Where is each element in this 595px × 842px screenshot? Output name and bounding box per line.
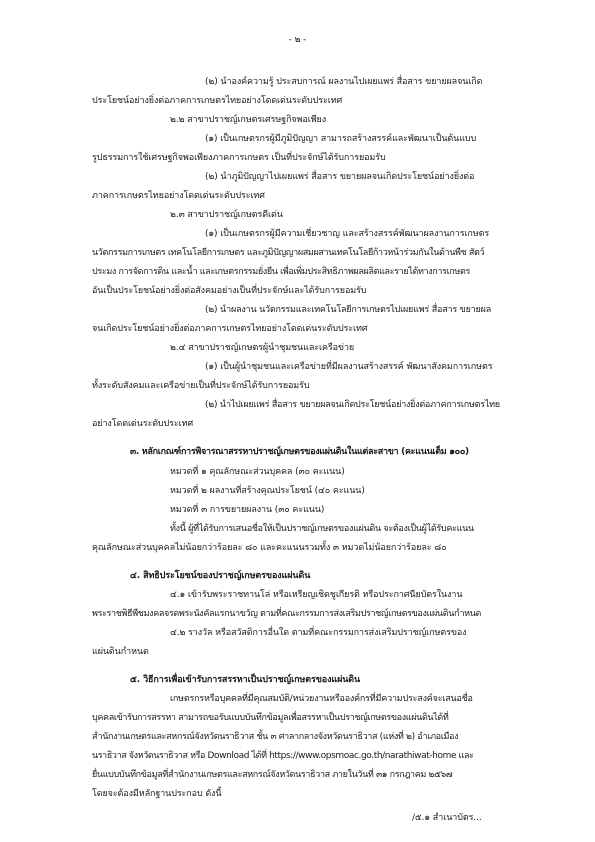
text-line: พระราชพิธีพืชมงคลจรดพระนังคัลแรกนาขวัญ ตามที่คณะกรรมการส่งเสริมปราชญ์เกษตรของแผ่นดินกำหนด — [92, 609, 482, 619]
text-line: คุณลักษณะส่วนบุคคลไม่น้อยกว่าร้อยละ ๘๐ และคะแนนรวมทั้ง ๓ หมวดไม่น้อยกว่าร้อยละ ๘๐ — [92, 543, 447, 553]
subsection-heading: ๒.๔ สาขาปราชญ์เกษตรผู้นำชุมชนและเครือข่าย — [170, 343, 355, 353]
subsection-heading: ๒.๒ สาขาปราชญ์เกษตรเศรษฐกิจพอเพียง — [170, 115, 327, 125]
text-line: โดยจะต้องมีหลักฐานประกอบ ดังนี้ — [92, 789, 222, 799]
text-line: ยื่นแบบบันทึกข้อมูลที่สำนักงานเกษตรและสหกรณ์จังหวัดนราธิวาส ภายในวันที่ ๓๑ กรกฎาคม ๒๕๖๗ — [92, 770, 453, 780]
criteria-line: หมวดที่ ๓ การขยายผลงาน (๓๐ คะแนน) — [170, 505, 325, 515]
text-line: อย่างโดดเด่นระดับประเทศ — [92, 419, 194, 429]
text-line: นราธิวาส จังหวัดนราธิวาส หรือ Download ได้ที่ https://www.opsmoac.go.th/narathiwat-home และ — [92, 751, 474, 761]
text-line: แผ่นดินกำหนด — [92, 647, 149, 657]
text-line: (๑) เป็นเกษตรกรผู้มีภูมิปัญญา สามารถสร้างสรรค์และพัฒนาเป็นต้นแบบ — [205, 134, 477, 144]
text-line: ประมง การจัดการดิน และน้ำ และเกษตรกรรมยั่งยืน เพื่อเพิ่มประสิทธิภาพผลผลิตและรายได้ทางการเกษตร — [92, 267, 470, 277]
text-line: ๔.๒ รางวัล หรือสวัสดิการอื่นใด ตามที่คณะกรรมการส่งเสริมปราชญ์เกษตรของ — [170, 628, 467, 638]
text-line: บุคคลเข้ารับการสรรหา สามารถขอรับแบบบันทึกข้อมูลเพื่อสรรหาเป็นปราชญ์เกษตรของแผ่นดินได้ที่ — [92, 713, 449, 723]
continuation-note: /๕.๑ สำเนาบัตร... — [412, 813, 482, 823]
text-line: ประโยชน์อย่างยิ่งต่อภาคการเกษตรไทยอย่างโดดเด่นระดับประเทศ — [92, 96, 343, 106]
text-line: (๒) นำภูมิปัญญาไปเผยแพร่ สื่อสาร ขยายผลจนเกิดประโยชน์อย่างยิ่งต่อ — [205, 172, 475, 182]
text-line: นวัตกรรมการเกษตร เทคโนโลยีการเกษตร และภูมิปัญญาผสมผสานเทคโนโลยีก้าวหน้าร่วมกันในด้านพืช สัตว์ — [92, 248, 485, 258]
section-heading: ๕. วิธีการเพื่อเข้ารับการสรรหาเป็นปราชญ์เกษตรของแผ่นดิน — [130, 675, 361, 685]
section-heading: ๓. หลักเกณฑ์การพิจารณาสรรหาปราชญ์เกษตรของแผ่นดินในแต่ละสาขา (คะแนนเต็ม ๑๐๐) — [130, 447, 469, 457]
text-line: ทั้งระดับสังคมและเครือข่ายเป็นที่ประจักษ์ได้รับการยอมรับ — [92, 381, 310, 391]
text-line: (๑) เป็นผู้นำชุมชนและเครือข่ายที่มีผลงานสร้างสรรค์ พัฒนาสังคมการเกษตร — [205, 362, 493, 372]
page-number: - ๒ - — [288, 35, 307, 45]
text-line: (๑) เป็นเกษตรกรผู้มีความเชี่ยวชาญ และสร้างสรรค์พัฒนาผลงานการเกษตร — [205, 229, 490, 239]
text-line: (๒) นำองค์ความรู้ ประสบการณ์ ผลงานไปเผยแพร่ สื่อสาร ขยายผลจนเกิด — [205, 77, 483, 87]
criteria-line: หมวดที่ ๑ คุณลักษณะส่วนบุคคล (๓๐ คะแนน) — [170, 467, 345, 477]
text-line: จนเกิดประโยชน์อย่างยิ่งต่อภาคการเกษตรไทยอย่างโดดเด่นระดับประเทศ — [92, 324, 368, 334]
text-line: ทั้งนี้ ผู้ที่ได้รับการเสนอชื่อให้เป็นปราชญ์เกษตรของแผ่นดิน จะต้องเป็นผู้ได้รับคะแนน — [170, 524, 474, 534]
text-line: (๒) นำผลงาน นวัตกรรมและเทคโนโลยีการเกษตรไปเผยแพร่ สื่อสาร ขยายผล — [205, 305, 492, 315]
text-line: สำนักงานเกษตรและสหกรณ์จังหวัดนราธิวาส ชั้น ๓ ศาลากลางจังหวัดนราธิวาส (แห่งที่ ๒) อำเภอเมือง — [92, 732, 459, 742]
text-line: ภาคการเกษตรไทยอย่างโดดเด่นระดับประเทศ — [92, 191, 265, 201]
section-heading: ๔. สิทธิประโยชน์ของปราชญ์เกษตรของแผ่นดิน — [130, 571, 311, 581]
text-line: รูปธรรมการใช้เศรษฐกิจพอเพียงภาคการเกษตร เป็นที่ประจักษ์ได้รับการยอมรับ — [92, 153, 386, 163]
text-line: ๔.๑ เข้ารับพระราชทานโล่ หรือเหรียญเชิดชูเกียรติ หรือประกาศนียบัตรในงาน — [170, 590, 463, 600]
text-line: เกษตรกรหรือบุคคลที่มีคุณสมบัติ/หน่วยงานหรือองค์กรที่มีความประสงค์จะเสนอชื่อ — [170, 694, 473, 704]
subsection-heading: ๒.๓ สาขาปราชญ์เกษตรดีเด่น — [170, 210, 283, 220]
text-line: (๒) นำไปเผยแพร่ สื่อสาร ขยายผลจนเกิดประโยชน์อย่างยิ่งต่อภาคการเกษตรไทย — [205, 400, 500, 410]
text-line: อันเป็นประโยชน์อย่างยิ่งต่อสังคมอย่างเป็นที่ประจักษ์และได้รับการยอมรับ — [92, 286, 367, 296]
criteria-line: หมวดที่ ๒ ผลงานที่สร้างคุณประโยชน์ (๔๐ คะแนน) — [170, 486, 365, 496]
